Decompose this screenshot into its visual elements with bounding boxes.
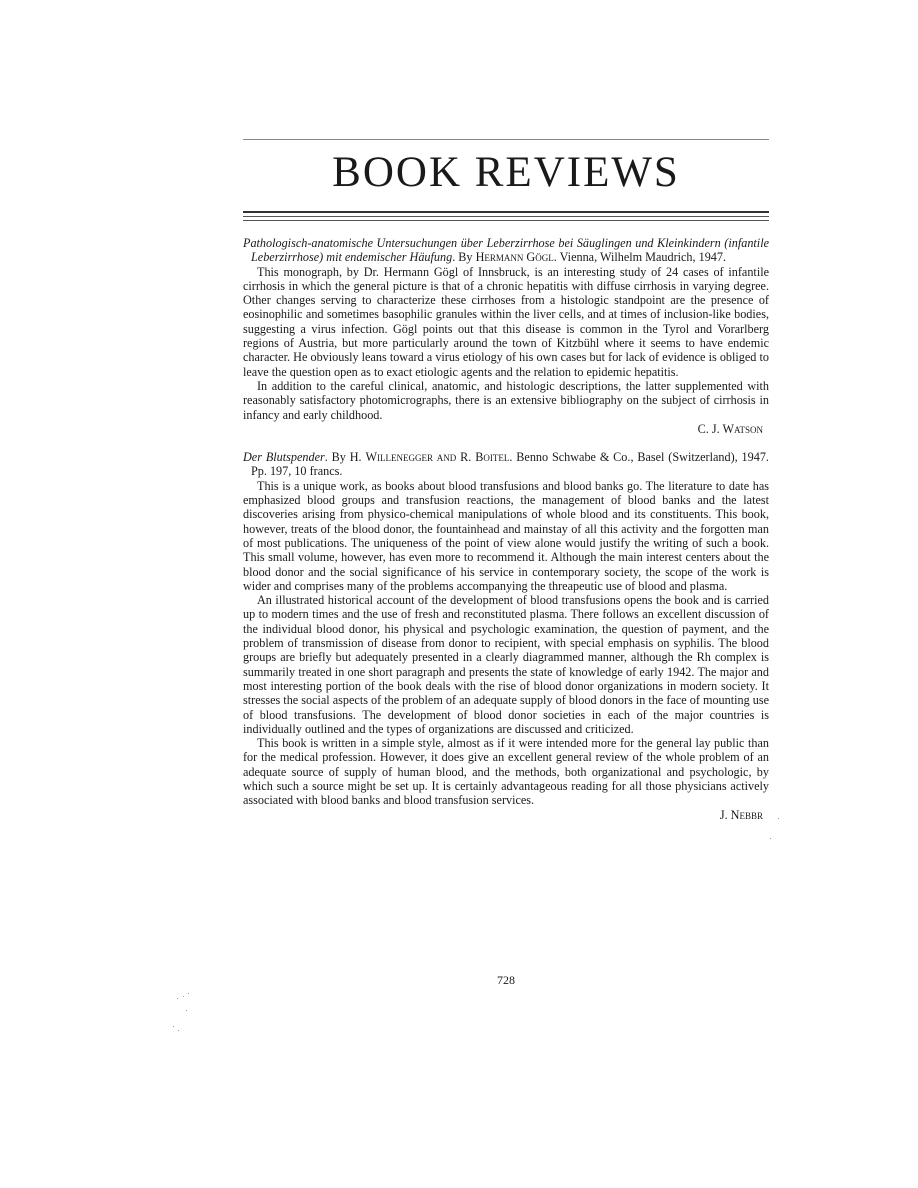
rule-line [243,211,769,213]
page-number: 728 [497,973,515,987]
reviews-column [243,236,769,822]
review-1-paragraph: In addition to the careful clinical, anatomic, and histologic descriptions, the latter supplemented with reasonably satisfactory photomicrographs, there is an extensive bibliography on the subject of cirrhosis in infancy and early childhood. [243,378,769,422]
top-rule [243,139,769,140]
review-1-title: Pathologisch-anatomische Untersuchungen über Leberzirrhose bei Säuglingen und Kleinkindern (infantile Leberzirrhose) mit endemischer Häufung [243,236,769,265]
review-1-citation [243,236,769,265]
scan-speck [188,993,189,994]
review-1-by: . By [452,250,476,265]
review-1-paragraph: This monograph, by Dr. Hermann Gögl of Innsbruck, is an interesting study of 24 cases of infantile cirrhosis in which the general picture is that of a chronic hepatitis with diffuse cirrhosis in varying degree. Other changes serving to characterize these cirrhoses from a histologic standpoint are the presence of eosinophilic and sometimes basophilic granules within the liver cells, and at times of inclusion-like bodies, suggesting a virus infection. Gögl points out that this disease is common in the Tyrol and Vorarlberg regions of Austria, but more particularly around the town of Kitzbühl where it seems to have endemic character. He obviously leans toward a virus etiology of his own cases but for lack of evidence is obliged to leave the question open as to exact etiologic agents and the relation to epidemic hepatitis. [243,264,769,379]
scan-speck [770,838,771,839]
review-2-paragraph: An illustrated historical account of the development of blood transfusions opens the book and is carried up to modern times and the use of fresh and reconstituted plasma. There follows an excellent discussion of the individual blood donor, his physical and psychologic examination, the question of payment, and the problem of transmission of disease from donor to recipient, with special emphasis on syphilis. The blood groups are briefly but adequately presented in a clearly diagrammed manner, although the Rh complex is summarily treated in one short paragraph and presents the state of knowledge of early 1942. The major and most interesting portion of the book deals with the rise of blood donor organizations in modern society. It stresses the social aspects of the problem of an adequate supply of blood donors in the face of mounting use of blood transfusions. The development of blood donor societies in each of the major countries is individually outlined and the types of organizations are discussed and criticized. [243,593,769,736]
review-2-author-mid: R. [456,450,476,465]
review-1-author: Hermann Gögl [475,250,554,265]
review-2-paragraph: This is a unique work, as books about blood transfusions and blood banks go. The literature to date has emphasized blood groups and transfusion reactions, the management of blood banks and the latest discoveries arising from physico-chemical manipulations of whole blood and its constituents. This book, however, treats of the blood donor, the fountainhead and mainstay of all this activity and the forgotten man of most publications. The uniqueness of the point of view alone would justify the writing of such a book. This small volume, however, has even more to recommend it. Although the main interest centers about the blood donor and the social significance of his service in contemporary society, the scope of the work is wider and comprises many of the problems accompanying the threapeutic use of blood and plasma. [243,478,769,593]
scan-speck [183,996,184,997]
title-rules [243,211,769,224]
review-1-reviewer: C. J. Watson [697,421,763,436]
scan-speck [178,1030,179,1031]
review-2-by: . By H. [324,450,366,465]
page-title: BOOK REVIEWS [332,149,680,196]
scan-speck [177,998,178,999]
rule-line [243,220,769,221]
review-1 [243,236,769,436]
review-2-title: Der Blutspender [243,450,325,465]
review-2-author2: Boitel [475,450,510,465]
review-1-publisher: . Vienna, Wilhelm Maudrich, 1947. [553,250,727,265]
scan-speck [778,818,779,819]
review-2-paragraph: This book is written in a simple style, almost as if it were intended more for the general lay public than for the medical profession. However, it does give an excellent general review of the whole problem of an adequate source of supply of human blood, and the methods, both organizational and psychologic, by which such a source might be set up. It is certainly advantageous reading for all those physicians actively associated with blood banks and blood transfusion services. [243,736,769,808]
review-2 [243,450,769,822]
review-2-reviewer: J. Nebbr [719,807,763,822]
scan-speck [173,1026,174,1027]
review-2-publisher: . Benno Schwabe & Co., Basel (Switzerland), 1947. Pp. 197, 10 francs. [251,450,769,479]
review-2-citation [243,450,769,479]
review-2-author: Willenegger and [365,450,457,465]
scan-speck [186,1010,187,1011]
rule-line [243,216,769,217]
